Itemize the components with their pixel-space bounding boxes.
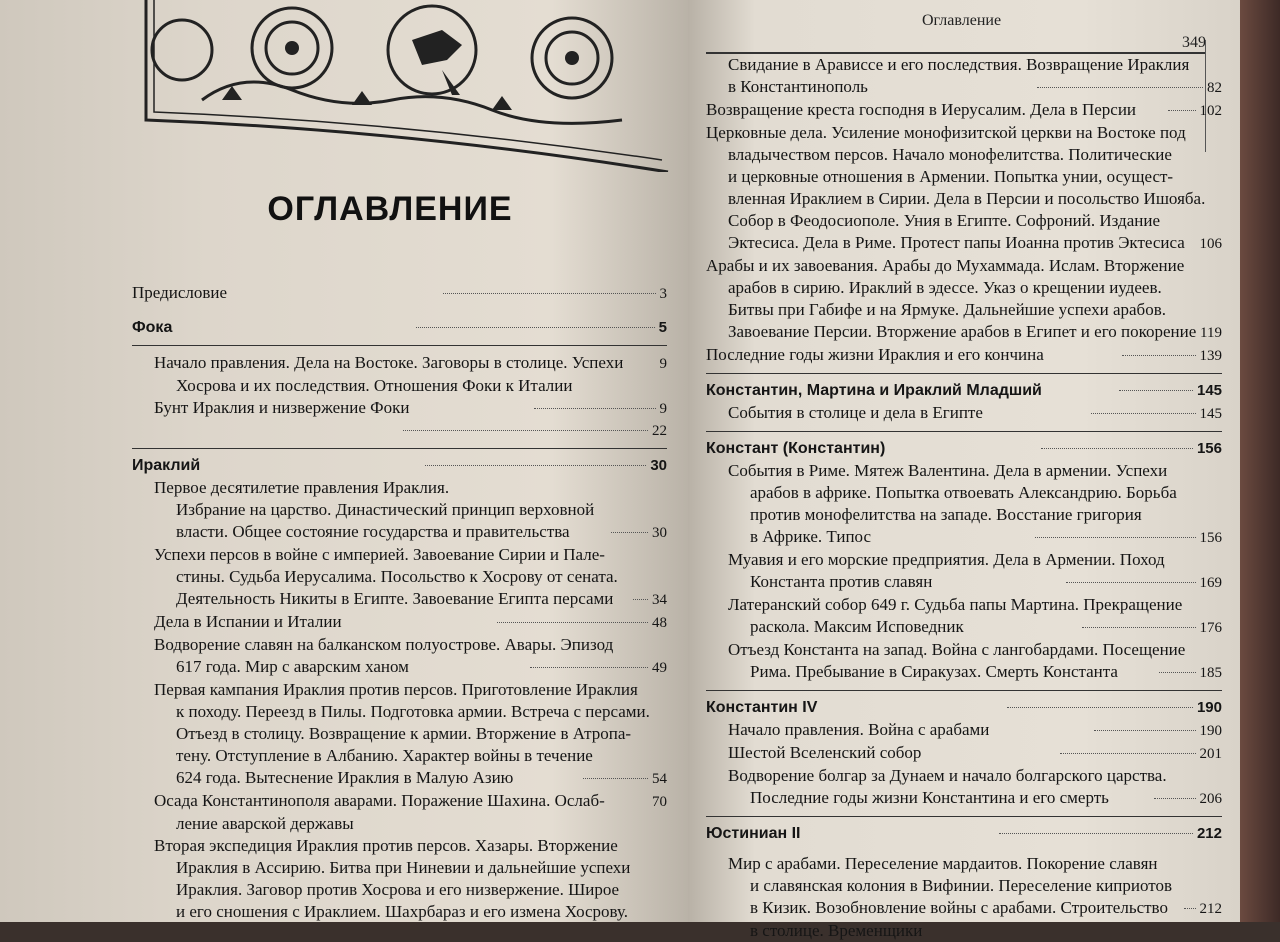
entry-page: 156 [1196, 440, 1222, 457]
leader-dots [534, 408, 655, 409]
toc-entry-continued[interactable] [706, 144, 1222, 166]
entry-text: Успехи персов в войне с империей. Завоевание Сирии и Пале- [154, 545, 605, 564]
entry-page: 30 [650, 457, 667, 474]
entry-text: в столице. Временщики [750, 921, 923, 940]
toc-entry-continued[interactable] [706, 504, 1222, 526]
entry-page: 201 [1199, 746, 1222, 762]
toc-entry-continued[interactable] [706, 661, 1222, 684]
entry-page: 206 [1199, 791, 1223, 807]
entry-page: 145 [1199, 406, 1223, 422]
toc-entry-continued[interactable] [132, 857, 667, 879]
toc-entry-continued[interactable] [132, 499, 667, 521]
toc-entry-continued[interactable] [706, 166, 1222, 188]
toc-entry-continued[interactable] [132, 813, 667, 835]
entry-page: 9 [659, 356, 667, 372]
toc-entry[interactable] [706, 719, 1222, 742]
entry-text: Возвращение креста господня в Иерусалим. Дела в Персии [706, 100, 1137, 119]
entry-text: 624 года. Вытеснение Ираклия в Малую Азию [176, 768, 514, 787]
divider [706, 373, 1222, 374]
toc-entry[interactable] [132, 352, 667, 375]
entry-text: арабов в африке. Попытка отвоевать Александрию. Борьба [750, 483, 1177, 502]
toc-entry-continued[interactable] [706, 210, 1222, 232]
entry-text: Последние годы жизни Константина и его смерть [750, 788, 1109, 807]
entry-text: Водворение болгар за Дунаем и начало болгарского царства. [728, 766, 1167, 785]
toc-section[interactable] [706, 823, 1222, 845]
toc-right-column [706, 42, 1222, 942]
entry-page: 9 [659, 401, 667, 417]
entry-page: 212 [1199, 901, 1223, 917]
toc-section[interactable] [132, 317, 667, 339]
leader-dots [416, 327, 655, 328]
toc-entry[interactable] [706, 99, 1222, 122]
toc-entry-continued[interactable] [706, 277, 1222, 299]
entry-text: Церковные дела. Усиление монофизитской церкви на Востоке под [706, 123, 1186, 142]
toc-entry-continued[interactable] [706, 482, 1222, 504]
entry-text: Ираклия в Ассирию. Битва при Ниневии и дальнейшие успехи [176, 858, 631, 877]
entry-text: Деятельность Никиты в Египте. Завоевание Египта персами [176, 589, 614, 608]
leader-dots [425, 465, 646, 466]
leader-dots [611, 532, 648, 533]
entry-text: Осада Константинополя аварами. Поражение Шахина. Ослаб- [154, 791, 605, 810]
entry-text: Водворение славян на балканском полуострове. Авары. Эпизод [154, 635, 614, 654]
toc-entry[interactable] [706, 255, 1222, 277]
entry-text: Дела в Испании и Италии [154, 612, 342, 631]
toc-entry[interactable] [706, 460, 1222, 482]
entry-text: Константа против славян [750, 572, 933, 591]
toc-entry[interactable] [706, 54, 1222, 76]
entry-text: Предисловие [132, 283, 228, 302]
entry-text: Битвы при Габифе и на Ярмуке. Дальнейшие успехи арабов. [728, 300, 1166, 319]
entry-text: к походу. Переезд в Пилы. Подготовка армии. Встреча с персами. [176, 702, 650, 721]
toc-left-column [132, 282, 667, 923]
toc-section[interactable] [706, 697, 1222, 719]
entry-text: Хосрова и их последствия. Отношения Фоки к Италии [176, 376, 573, 395]
leader-dots [1091, 413, 1195, 414]
divider [132, 448, 667, 449]
leader-dots [1066, 582, 1196, 583]
toc-entry-continued[interactable] [706, 571, 1222, 594]
entry-text: Последние годы жизни Ираклия и его кончина [706, 345, 1044, 364]
leader-dots [1082, 627, 1196, 628]
toc-entry[interactable] [706, 639, 1222, 661]
section-title: Юстиниан II [706, 825, 801, 842]
leader-dots [633, 599, 648, 600]
leader-dots [1060, 753, 1195, 754]
entry-text: стины. Судьба Иерусалима. Посольство к Хосрову от сената. [176, 567, 618, 586]
toc-section[interactable] [706, 380, 1222, 402]
toc-entry-continued[interactable] [132, 745, 667, 767]
leader-dots [1154, 798, 1195, 799]
entry-text: Собор в Феодосиополе. Уния в Египте. Софроний. Издание [728, 211, 1160, 230]
toc-entry-continued[interactable] [706, 321, 1222, 344]
toc-entry-continued[interactable] [706, 875, 1222, 897]
entry-page: 48 [652, 615, 667, 631]
entry-text: Мир с арабами. Переселение мардаитов. Покорение славян [728, 854, 1158, 873]
toc-entry-continued[interactable] [132, 375, 667, 397]
leader-dots [1159, 672, 1196, 673]
leader-dots [403, 430, 648, 431]
leader-dots [443, 293, 655, 294]
leader-dots [1122, 355, 1196, 356]
entry-text: Первое десятилетие правления Ираклия. [154, 478, 450, 497]
entry-page: 102 [1199, 103, 1222, 119]
entry-text: Бунт Ираклия и низвержение Фоки [154, 398, 410, 417]
entry-text: События в Риме. Мятеж Валентина. Дела в армении. Успехи [728, 461, 1168, 480]
section-title: Фока [132, 319, 173, 336]
entry-page: 22 [652, 423, 667, 439]
toc-entry[interactable] [706, 594, 1222, 616]
toc-entry[interactable] [132, 477, 667, 499]
toc-entry[interactable] [706, 765, 1222, 787]
toc-entry-continued[interactable] [132, 901, 667, 923]
toc-entry-continued[interactable] [132, 588, 667, 611]
toc-section[interactable] [132, 455, 667, 477]
toc-entry-continued[interactable] [706, 299, 1222, 321]
running-head: Оглавление [922, 12, 1002, 29]
entry-page: 30 [652, 525, 668, 541]
toc-entry-continued[interactable] [132, 767, 667, 790]
entry-text: Избрание на царство. Династический принцип верховной [176, 500, 595, 519]
entry-page: 54 [652, 771, 668, 787]
toc-section[interactable] [706, 438, 1222, 460]
entry-page: 49 [652, 660, 668, 676]
entry-page: 106 [1199, 236, 1222, 252]
entry-text: в Константинополь [728, 77, 868, 96]
entry-text: владычеством персов. Начало монофелитства. Политические [728, 145, 1172, 164]
entry-text: против монофелитства на западе. Восстание григория [750, 505, 1142, 524]
leader-dots [1007, 707, 1193, 708]
toc-entry-continued[interactable] [132, 566, 667, 588]
toc-entry-continued[interactable] [706, 526, 1222, 549]
entry-text: в Кизик. Возобновление войны с арабами. Строительство [750, 898, 1168, 917]
toc-entry[interactable] [132, 282, 667, 305]
entry-text: Начало правления. Дела на Востоке. Заговоры в столице. Успехи [154, 353, 624, 372]
toc-entry[interactable] [706, 853, 1222, 875]
toc-entry-continued[interactable] [706, 787, 1222, 810]
entry-text: арабов в сирию. Ираклий в эдессе. Указ о крещении иудеев. [728, 278, 1162, 297]
toc-entry[interactable] [132, 544, 667, 566]
entry-page: 145 [1196, 382, 1223, 399]
toc-entry[interactable] [132, 790, 667, 813]
leader-dots [583, 778, 648, 779]
entry-page: 139 [1199, 348, 1223, 364]
toc-entry-continued[interactable] [132, 521, 667, 544]
section-title: Ираклий [132, 457, 201, 474]
entry-page: 3 [659, 286, 668, 302]
section-title: Константин IV [706, 699, 818, 716]
entry-text: и церковные отношения в Армении. Попытка унии, осущест- [728, 167, 1174, 186]
leader-dots [1035, 537, 1195, 538]
entry-page: 34 [652, 592, 667, 608]
toc-entry[interactable] [706, 344, 1222, 367]
book-cover-edge [1240, 0, 1280, 922]
entry-text: Муавия и его морские предприятия. Дела в Армении. Поход [728, 550, 1165, 569]
toc-entry[interactable] [706, 402, 1222, 425]
divider [706, 816, 1222, 817]
entry-text: Латеранский собор 649 г. Судьба папы Мартина. Прекращение [728, 595, 1183, 614]
toc-entry-continued[interactable] [706, 920, 1222, 942]
entry-page: 190 [1196, 699, 1222, 716]
entry-text: Вторая экспедиция Ираклия против персов. Хазары. Вторжение [154, 836, 618, 855]
toc-entry[interactable] [132, 420, 667, 442]
toc-entry[interactable] [706, 549, 1222, 571]
entry-text: Свидание в Арависсе и его последствия. Возвращение Ираклия [728, 55, 1190, 74]
entry-page: 5 [658, 319, 667, 336]
leader-dots [999, 833, 1193, 834]
entry-text: и славянская колония в Вифинии. Переселение киприотов [750, 876, 1173, 895]
toc-entry-continued[interactable] [132, 879, 667, 901]
entry-page: 190 [1199, 723, 1222, 739]
toc-entry-continued[interactable] [132, 701, 667, 723]
leader-dots [1037, 87, 1203, 88]
toc-entry-continued[interactable] [132, 723, 667, 745]
toc-entry-continued[interactable] [132, 656, 667, 679]
entry-page: 156 [1199, 530, 1222, 546]
entry-page: 82 [1207, 80, 1222, 96]
leader-dots [1184, 908, 1196, 909]
leader-dots [497, 622, 648, 623]
toc-entry[interactable] [706, 122, 1222, 144]
entry-text: Завоевание Персии. Вторжение арабов в Египет и его покорение [728, 322, 1197, 341]
entry-page: 185 [1199, 665, 1222, 681]
entry-page: 176 [1199, 620, 1222, 636]
entry-text: ление аварской державы [176, 814, 354, 833]
entry-text: События в столице и дела в Египте [728, 403, 983, 422]
entry-text: Ираклия. Заговор против Хосрова и его низвержение. Широе [176, 880, 620, 899]
entry-text: Эктесиса. Дела в Риме. Протест папы Иоанна против Эктесиса [728, 233, 1185, 252]
leader-dots [1094, 730, 1195, 731]
toc-entry[interactable] [132, 835, 667, 857]
entry-text: раскола. Максим Исповедник [750, 617, 964, 636]
toc-entry-continued[interactable] [706, 188, 1222, 210]
entry-text: вленная Ираклием в Сирии. Дела в Персии и посольство Ишояба. [728, 189, 1206, 208]
section-title: Константин, Мартина и Ираклий Младший [706, 382, 1042, 399]
decorative-ornament-banner [142, 0, 672, 172]
entry-text: Шестой Вселенский собор [728, 743, 922, 762]
entry-text: 617 года. Мир с аварским ханом [176, 657, 409, 676]
toc-entry[interactable] [132, 397, 667, 420]
entry-page: 169 [1199, 575, 1223, 591]
entry-text: Арабы и их завоевания. Арабы до Мухаммада. Ислам. Вторжение [706, 256, 1185, 275]
page-number: 349 [1182, 34, 1206, 51]
entry-text: и его сношения с Ираклием. Шахрбараз и его измена Хосрову. [176, 902, 629, 921]
leader-dots [1119, 390, 1193, 391]
entry-text: Рима. Пребывание в Сиракузах. Смерть Константа [750, 662, 1118, 681]
leader-dots [530, 667, 648, 668]
toc-entry-continued[interactable] [706, 76, 1222, 99]
entry-text: Начало правления. Война с арабами [728, 720, 990, 739]
entry-text: в Африке. Типос [750, 527, 872, 546]
entry-text: Первая кампания Ираклия против персов. Приготовление Ираклия [154, 680, 638, 699]
toc-entry[interactable] [132, 611, 667, 634]
leader-dots [1041, 448, 1193, 449]
toc-title: ОГЛАВЛЕНИЕ [267, 190, 513, 228]
entry-page: 119 [1200, 325, 1222, 341]
entry-page: 212 [1196, 825, 1222, 842]
divider [132, 345, 667, 346]
toc-entry[interactable] [132, 634, 667, 656]
entry-page: 70 [652, 794, 667, 810]
entry-text: Отъезд в столицу. Возвращение к армии. Вторжение в Атропа- [176, 724, 632, 743]
entry-text: власти. Общее состояние государства и правительства [176, 522, 570, 541]
toc-entry[interactable] [706, 742, 1222, 765]
entry-text: Отъезд Константа на запад. Война с лангобардами. Посещение [728, 640, 1186, 659]
toc-entry-continued[interactable] [706, 232, 1222, 255]
toc-entry-continued[interactable] [706, 897, 1222, 920]
entry-text: тену. Отступление в Албанию. Характер войны в течение [176, 746, 593, 765]
section-title: Констант (Константин) [706, 440, 886, 457]
toc-entry[interactable] [132, 679, 667, 701]
divider [706, 690, 1222, 691]
toc-entry-continued[interactable] [706, 616, 1222, 639]
leader-dots [1168, 110, 1196, 111]
divider [706, 431, 1222, 432]
